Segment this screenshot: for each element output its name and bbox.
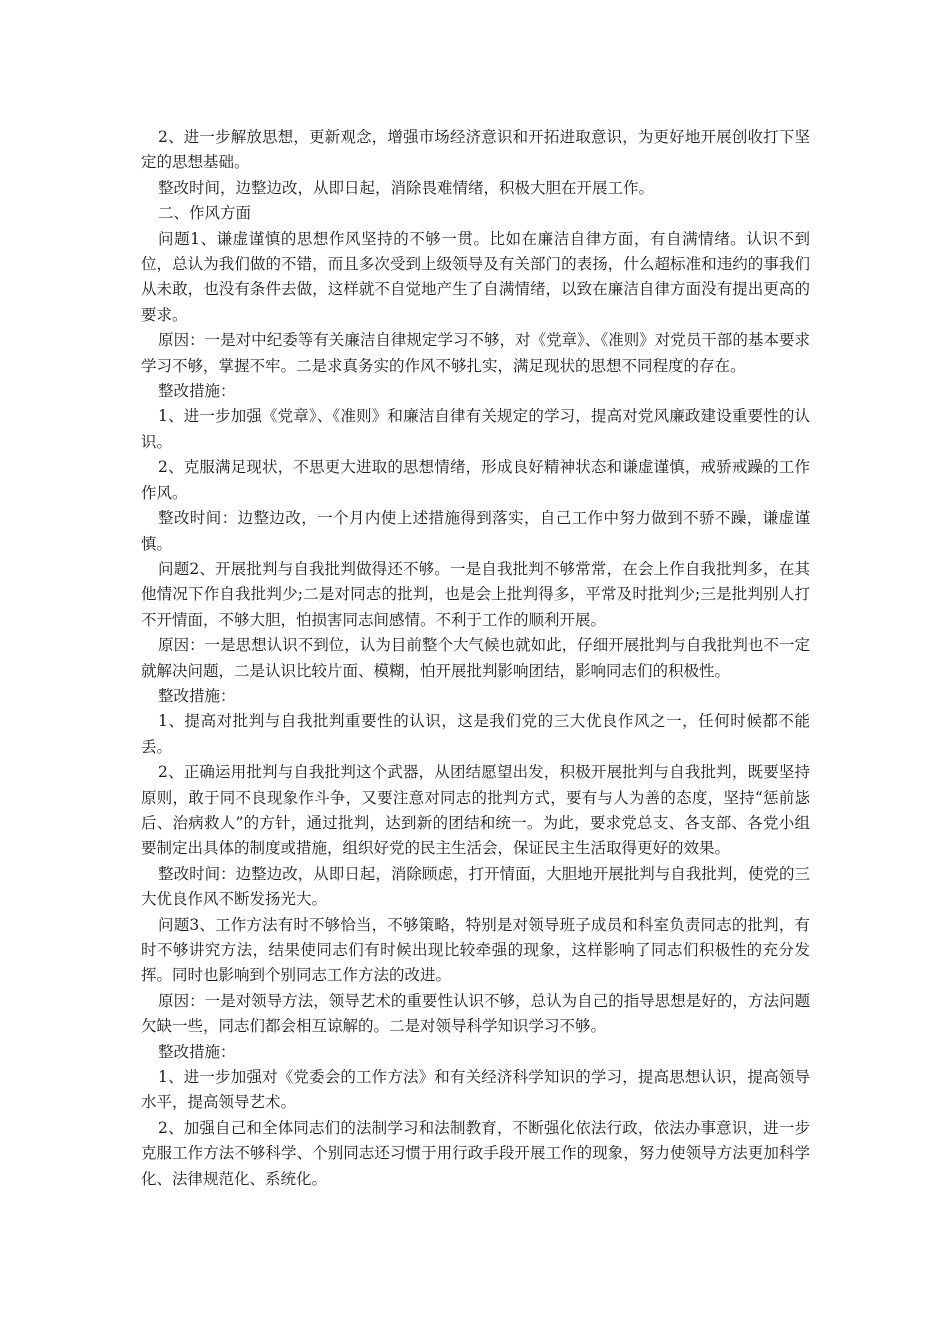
subheading: 整改措施： bbox=[158, 1042, 236, 1061]
paragraph: 原因：一是对领导方法，领导艺术的重要性认识不够，总认为自己的指导思想是好的，方法问题欠缺一些，同志们都会相互谅解的。二是对领导科学知识学习不够。 bbox=[141, 991, 810, 1036]
subheading: 整改措施： bbox=[158, 686, 236, 705]
paragraph: 2、进一步解放思想，更新观念，增强市场经济意识和开拓进取意识，为更好地开展创收打下坚定的思想基础。 bbox=[141, 128, 810, 172]
paragraph: 原因：一是对中纪委等有关廉洁自律规定学习不够，对《党章》、《准则》对党员干部的基本要求学习不够，掌握不牢。二是求真务实的作风不够扎实，满足现状的思想不同程度的存在。 bbox=[141, 331, 810, 375]
subheading: 整改措施： bbox=[158, 382, 236, 401]
paragraph: 整改时间，边整边改，从即日起，消除畏难情绪，积极大胆在开展工作。 bbox=[158, 178, 655, 197]
paragraph: 1、进一步加强对《党委会的工作方法》和有关经济科学知识的学习，提高思想认识，提高领导水平，提高领导艺术。 bbox=[141, 1068, 810, 1112]
paragraph: 2、正确运用批判与自我批判这个武器，从团结愿望出发，积极开展批判与自我批判，既要坚持原则，敢于同不良现象作斗争，又要注意对同志的批判方式，要有与人为善的态度，坚持“惩前毖后、治病救人”的方针，通过批判，达到新的团结和统一。为此，要求党总支、各支部、各党小组要制定出具体的制度或措施，组织好党的民主生活会，保证民主生活取得更好的效果。 bbox=[141, 763, 810, 858]
document-page bbox=[141, 125, 810, 1192]
paragraph: 整改时间：边整边改，一个月内使上述措施得到落实，自己工作中努力做到不骄不躁，谦虚谨慎。 bbox=[141, 509, 810, 553]
paragraph: 2、加强自己和全体同志们的法制学习和法制教育，不断强化依法行政，依法办事意识，进一步克服工作方法不够科学、个别同志还习惯于用行政手段开展工作的现象，努力使领导方法更加科学化、法律规范化、系统化。 bbox=[141, 1118, 810, 1188]
paragraph: 问题3、工作方法有时不够恰当，不够策略，特别是对领导班子成员和科室负责同志的批判，有时不够讲究方法，结果使同志们有时候出现比较牵强的现象，这样影响了同志们积极性的充分发挥。同时也影响到个别同志工作方法的改进。 bbox=[141, 915, 810, 985]
paragraph: 1、提高对批判与自我批判重要性的认识，这是我们党的三大优良作风之一，任何时候都不能丢。 bbox=[141, 712, 810, 756]
section-heading: 二、作风方面 bbox=[158, 204, 252, 223]
paragraph: 2、克服满足现状，不思更大进取的思想情绪，形成良好精神状态和谦虚谨慎，戒骄戒躁的工作作风。 bbox=[141, 458, 810, 502]
paragraph: 原因：一是思想认识不到位，认为目前整个大气候也就如此，仔细开展批判与自我批判也不一定就解决问题，二是认识比较片面、模糊，怕开展批判影响团结，影响同志们的积极性。 bbox=[141, 636, 810, 680]
paragraph: 整改时间：边整边改，从即日起，消除顾虑，打开情面，大胆地开展批判与自我批判，使党的三大优良作风不断发扬光大。 bbox=[141, 864, 810, 909]
paragraph: 问题1、谦虚谨慎的思想作风坚持的不够一贯。比如在廉洁自律方面，有自满情绪。认识不到位，总认为我们做的不错，而且多次受到上级领导及有关部门的表扬，什么超标准和违约的事我们从未敢，也没有条件去做，这样就不自觉地产生了自满情绪，以致在廉洁自律方面没有提出更高的要求。 bbox=[141, 229, 810, 324]
paragraph: 1、进一步加强《党章》、《准则》和廉洁自律有关规定的学习，提高对党风廉政建设重要性的认识。 bbox=[141, 407, 810, 451]
paragraph: 问题2、开展批判与自我批判做得还不够。一是自我批判不够常常，在会上作自我批判多，在其他情况下作自我批判少;二是对同志的批判，也是会上批判得多，平常及时批判少;三是批判别人打不开情面，不够大胆，怕损害同志间感情。不利于工作的顺利开展。 bbox=[141, 559, 810, 629]
